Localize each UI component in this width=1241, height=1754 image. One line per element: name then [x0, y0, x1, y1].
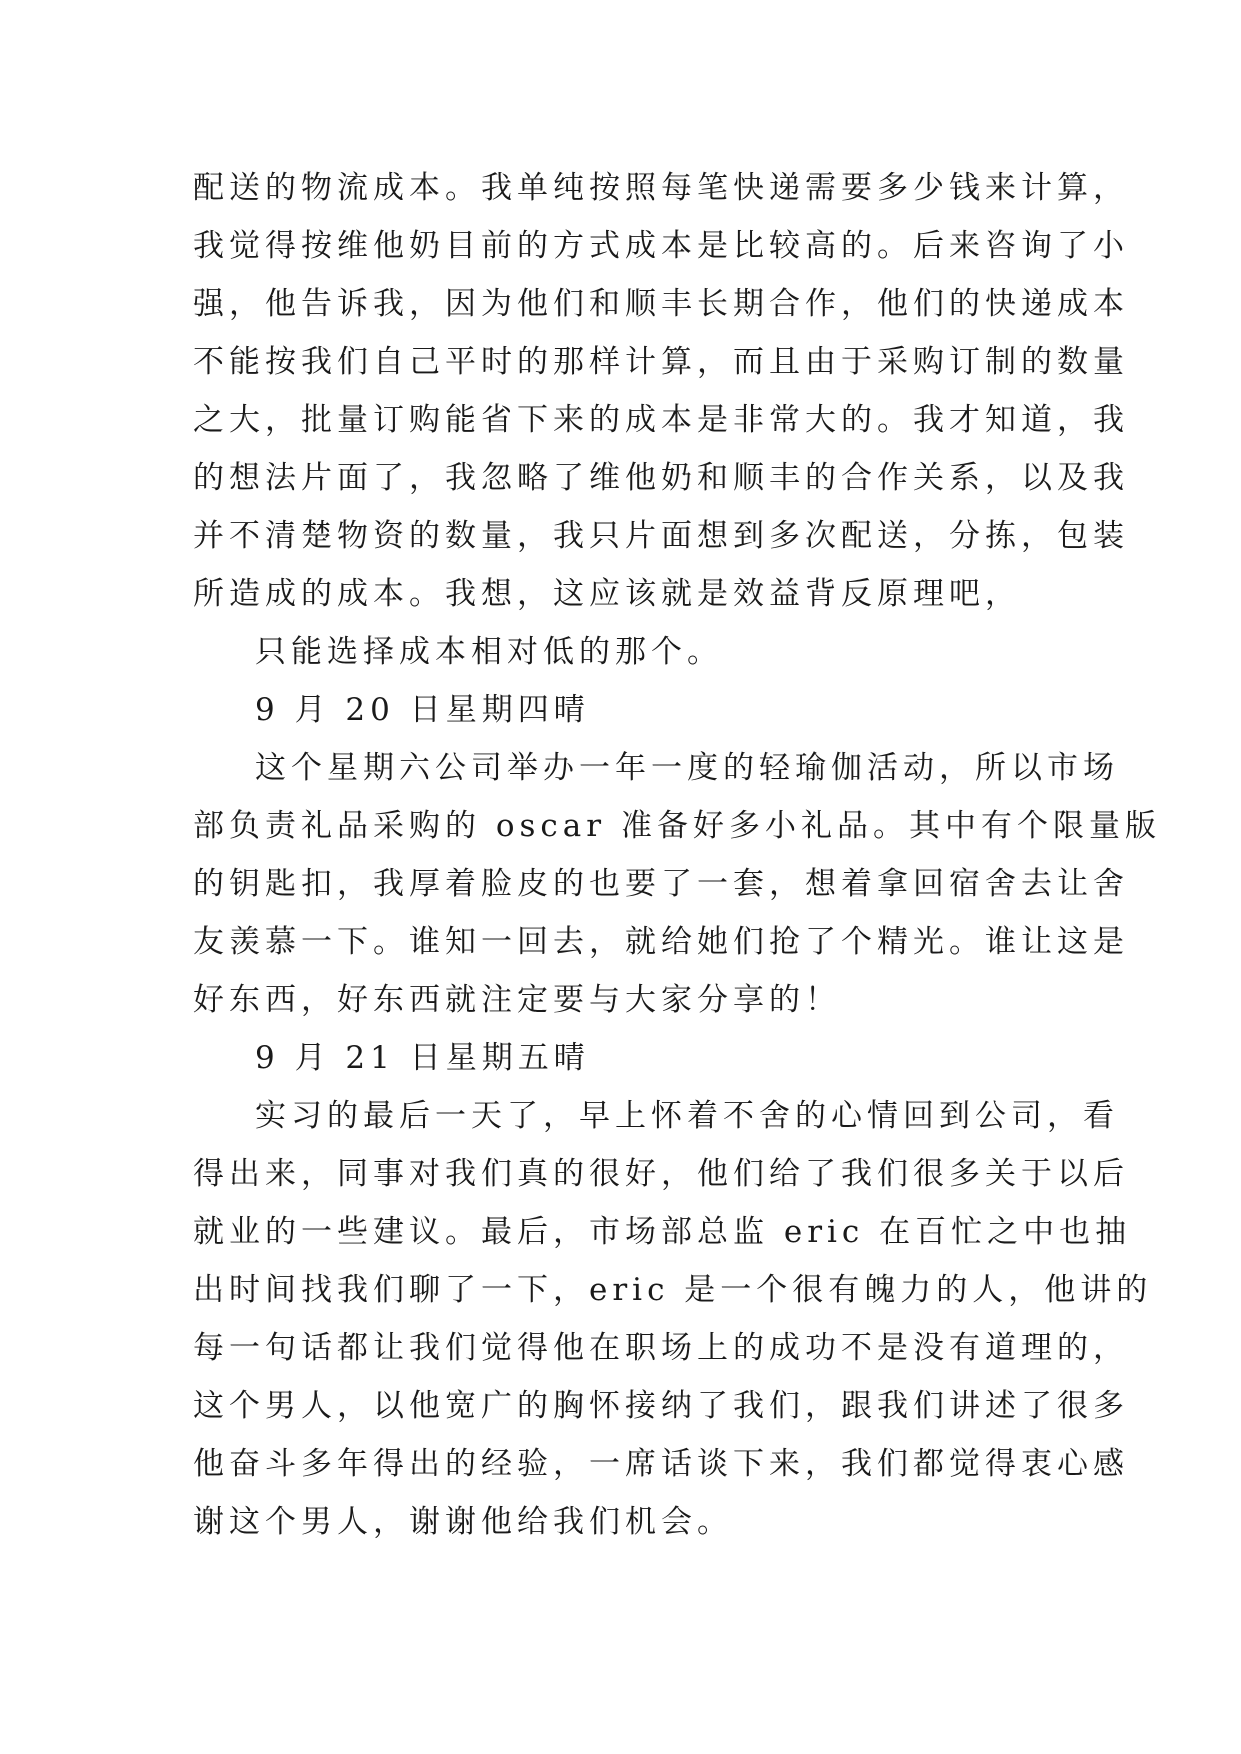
text-line: 这个星期六公司举办一年一度的轻瑜伽活动，所以市场 — [255, 750, 1119, 786]
date-heading: 9 月 20 日星期四晴 — [255, 692, 590, 728]
text-line: 的想法片面了，我忽略了维他奶和顺丰的合作关系，以及我 — [193, 460, 1129, 496]
text-line: 每一句话都让我们觉得他在职场上的成功不是没有道理的， — [193, 1330, 1129, 1366]
text-line: 之大，批量订购能省下来的成本是非常大的。我才知道，我 — [193, 402, 1129, 438]
text-line: 的钥匙扣，我厚着脸皮的也要了一套，想着拿回宿舍去让舍 — [193, 866, 1129, 902]
text-line: 谢这个男人，谢谢他给我们机会。 — [193, 1504, 733, 1540]
date-heading: 9 月 21 日星期五晴 — [255, 1040, 590, 1076]
text-line: 好东西，好东西就注定要与大家分享的！ — [193, 982, 841, 1018]
text-line: 得出来，同事对我们真的很好，他们给了我们很多关于以后 — [193, 1156, 1129, 1192]
text-line: 所造成的成本。我想，这应该就是效益背反原理吧， — [193, 576, 1021, 612]
text-line: 只能选择成本相对低的那个。 — [255, 634, 723, 670]
text-line: 不能按我们自己平时的那样计算，而且由于采购订制的数量 — [193, 344, 1129, 380]
text-line: 配送的物流成本。我单纯按照每笔快递需要多少钱来计算， — [193, 170, 1129, 206]
text-line: 实习的最后一天了，早上怀着不舍的心情回到公司，看 — [255, 1098, 1119, 1134]
text-line: 我觉得按维他奶目前的方式成本是比较高的。后来咨询了小 — [193, 228, 1129, 264]
text-line: 强，他告诉我，因为他们和顺丰长期合作，他们的快递成本 — [193, 286, 1129, 322]
text-line: 他奋斗多年得出的经验，一席话谈下来，我们都觉得衷心感 — [193, 1446, 1129, 1482]
text-line: 友羡慕一下。谁知一回去，就给她们抢了个精光。谁让这是 — [193, 924, 1129, 960]
text-line: 部负责礼品采购的 oscar 准备好多小礼品。其中有个限量版 — [193, 808, 1161, 844]
text-line: 就业的一些建议。最后，市场部总监 eric 在百忙之中也抽 — [193, 1214, 1132, 1250]
text-line: 并不清楚物资的数量，我只片面想到多次配送，分拣，包装 — [193, 518, 1129, 554]
text-line: 出时间找我们聊了一下，eric 是一个很有魄力的人，他讲的 — [193, 1272, 1153, 1308]
text-line: 这个男人，以他宽广的胸怀接纳了我们，跟我们讲述了很多 — [193, 1388, 1129, 1424]
